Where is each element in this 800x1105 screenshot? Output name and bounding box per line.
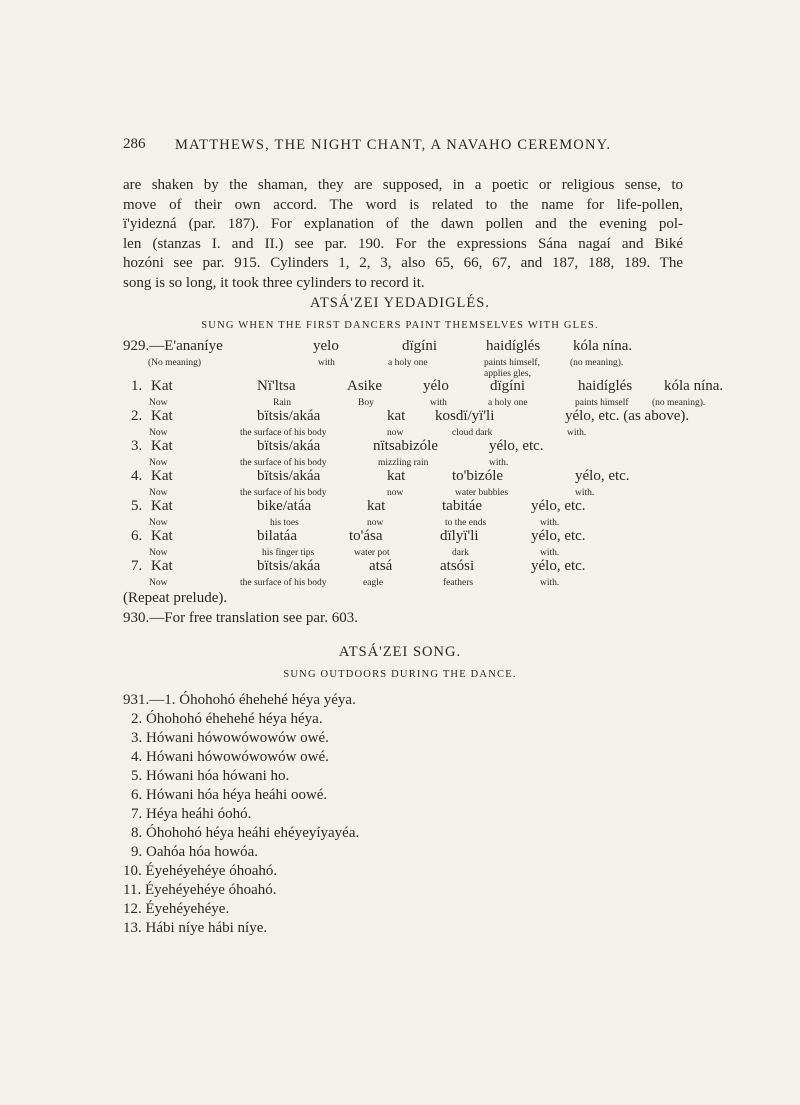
gloss: paints himself bbox=[575, 398, 629, 408]
song-line: 9. Oahóa hóa howóa. bbox=[131, 844, 259, 860]
gloss: a holy one bbox=[488, 398, 528, 408]
song-line: 3. Hówani hówowówowów owé. bbox=[131, 730, 329, 746]
song-word: to'ása bbox=[349, 528, 383, 544]
song-line: 6. Hówani hóa héya heáhi oowé. bbox=[131, 787, 328, 803]
song-line: 11. Éyehéyehéye óhoahó. bbox=[123, 882, 277, 898]
song-word: yélo bbox=[423, 378, 449, 394]
song-word: Kat bbox=[151, 498, 173, 514]
song-line: 13. Hábi níye hábi níye. bbox=[123, 920, 268, 936]
song-word: kat bbox=[367, 498, 386, 514]
intro-gloss: a holy one bbox=[388, 358, 428, 368]
translation-note: 930.—For free translation see par. 603. bbox=[123, 610, 358, 626]
song-word: Kat bbox=[151, 558, 173, 574]
gloss: water pot bbox=[354, 548, 390, 558]
song-line: 7. Héya heáhi óohó. bbox=[131, 806, 252, 822]
song-word: bïtsis/akáa bbox=[257, 438, 321, 454]
intro-gloss: (no meaning). bbox=[570, 358, 624, 368]
intro-gloss: with bbox=[318, 358, 335, 368]
gloss: Now bbox=[149, 518, 168, 528]
gloss: water bubbles bbox=[455, 488, 509, 498]
song-word: dïgíni bbox=[490, 378, 526, 394]
gloss: eagle bbox=[363, 578, 384, 588]
song-word: Kat bbox=[151, 528, 173, 544]
paragraph-line: ï'yidezná (par. 187). For explanation of the dawn pollen and the evening pol- bbox=[123, 216, 683, 232]
song-word: atsósi bbox=[440, 558, 475, 574]
page-number: 286 bbox=[123, 136, 146, 152]
repeat-prelude: (Repeat prelude). bbox=[123, 590, 228, 606]
gloss: with. bbox=[575, 488, 595, 498]
gloss: Rain bbox=[273, 398, 291, 408]
song-word: yélo, etc. bbox=[575, 468, 630, 484]
gloss: Now bbox=[149, 398, 168, 408]
running-head: MATTHEWS, THE NIGHT CHANT, A NAVAHO CEREMONY. bbox=[175, 137, 612, 153]
song-line: 931.—1. Óhohohó éhehehé héya yéya. bbox=[123, 692, 356, 708]
gloss: with. bbox=[540, 518, 560, 528]
gloss: with bbox=[430, 398, 447, 408]
intro-word: yelo bbox=[313, 338, 339, 354]
intro-word: dïgíni bbox=[402, 338, 438, 354]
line-number: 3. bbox=[131, 438, 143, 454]
line-number: 4. bbox=[131, 468, 143, 484]
song-word: Kat bbox=[151, 378, 173, 394]
gloss: to the ends bbox=[445, 518, 487, 528]
intro-gloss: (No meaning) bbox=[148, 358, 202, 368]
intro-gloss: applies gles, bbox=[484, 369, 531, 379]
song-word: Asike bbox=[347, 378, 382, 394]
song-word: tabitáe bbox=[442, 498, 482, 514]
gloss: now bbox=[367, 518, 384, 528]
gloss: Now bbox=[149, 488, 168, 498]
gloss: (no meaning). bbox=[652, 398, 706, 408]
intro-word: kóla nína. bbox=[573, 338, 633, 354]
gloss: feathers bbox=[443, 578, 474, 588]
gloss: now bbox=[387, 488, 404, 498]
song-word: bïtsis/akáa bbox=[257, 408, 321, 424]
song-word: Nï'ltsa bbox=[257, 378, 296, 394]
gloss: the surface of his body bbox=[240, 458, 327, 468]
intro-word: 929.—E'ananíye bbox=[123, 338, 223, 354]
song-word: yélo, etc. bbox=[531, 558, 586, 574]
intro-paragraph bbox=[123, 176, 683, 293]
paragraph-line: hozóni see par. 915. Cylinders 1, 2, 3, also 65, 66, 67, and 187, 188, 189. The bbox=[123, 255, 683, 271]
line-number: 1. bbox=[131, 378, 143, 394]
song-word: bilatáa bbox=[257, 528, 297, 544]
song-word: yélo, etc. bbox=[489, 438, 544, 454]
song-word: bike/atáa bbox=[257, 498, 312, 514]
song-word: yélo, etc. (as above). bbox=[565, 408, 690, 424]
song-word: Kat bbox=[151, 468, 173, 484]
song-word: dïlyï'li bbox=[440, 528, 479, 544]
song-line: 8. Óhohohó héya heáhi ehéyeyíyayéa. bbox=[131, 825, 360, 841]
gloss: with. bbox=[489, 458, 509, 468]
song1-title: ATSÁ'ZEI YEDADIGLÉS. bbox=[310, 295, 490, 311]
gloss: Now bbox=[149, 428, 168, 438]
song-word: yélo, etc. bbox=[531, 528, 586, 544]
line-number: 7. bbox=[131, 558, 143, 574]
song1-subtitle: SUNG WHEN THE FIRST DANCERS PAINT THEMSELVES WITH GLES. bbox=[201, 320, 599, 331]
gloss: Now bbox=[149, 548, 168, 558]
song-word: haidíglés bbox=[578, 378, 633, 394]
song2-title: ATSÁ'ZEI SONG. bbox=[338, 644, 462, 660]
song-word: nïtsabizóle bbox=[373, 438, 438, 454]
gloss: his toes bbox=[270, 518, 299, 528]
gloss: now bbox=[387, 428, 404, 438]
gloss: mizzling rain bbox=[378, 458, 429, 468]
paragraph-line: are shaken by the shaman, they are supposed, in a poetic or religious sense, to bbox=[123, 177, 683, 193]
paragraph-line: song is so long, it took three cylinders to record it. bbox=[123, 274, 425, 291]
song-line: 5. Hówani hóa hówani ho. bbox=[131, 768, 290, 784]
song2-subtitle: SUNG OUTDOORS DURING THE DANCE. bbox=[283, 669, 517, 680]
song-word: Kat bbox=[151, 438, 173, 454]
gloss: Now bbox=[149, 458, 168, 468]
song-word: kat bbox=[387, 468, 406, 484]
gloss: Now bbox=[149, 578, 168, 588]
gloss: the surface of his body bbox=[240, 578, 327, 588]
gloss: dark bbox=[452, 548, 469, 558]
song-word: kat bbox=[387, 408, 406, 424]
line-number: 2. bbox=[131, 408, 143, 424]
gloss: Boy bbox=[358, 398, 374, 408]
song-word: bïtsis/akáa bbox=[257, 558, 321, 574]
song-word: to'bizóle bbox=[452, 468, 504, 484]
gloss: the surface of his body bbox=[240, 428, 327, 438]
paragraph-line: len (stanzas I. and II.) see par. 190. For the expressions Sána nagaí and Biké bbox=[123, 235, 683, 252]
song-word: Kat bbox=[151, 408, 173, 424]
song-word: bïtsis/akáa bbox=[257, 468, 321, 484]
gloss: with. bbox=[540, 548, 560, 558]
paragraph-line: move of their own accord. The word is related to the name for life-pollen, bbox=[123, 196, 683, 213]
gloss: cloud dark bbox=[452, 428, 493, 438]
gloss: his finger tips bbox=[262, 548, 315, 558]
song-line: 4. Hówani hówowówowów owé. bbox=[131, 749, 329, 765]
song-line: 2. Óhohohó éhehehé héya héya. bbox=[131, 711, 323, 727]
song-word: yélo, etc. bbox=[531, 498, 586, 514]
gloss: with. bbox=[540, 578, 560, 588]
song-line: 10. Éyehéyehéye óhoahó. bbox=[123, 863, 278, 879]
gloss: with. bbox=[567, 428, 587, 438]
song-word: kosdï/yï'li bbox=[435, 408, 495, 424]
song-word: kóla nína. bbox=[664, 378, 724, 394]
line-number: 5. bbox=[131, 498, 143, 514]
song-line: 12. Éyehéyehéye. bbox=[123, 901, 230, 917]
song-word: atsá bbox=[369, 558, 393, 574]
line-number: 6. bbox=[131, 528, 143, 544]
intro-gloss: paints himself, bbox=[484, 358, 540, 368]
intro-word: haidíglés bbox=[486, 338, 541, 354]
gloss: the surface of his body bbox=[240, 488, 327, 498]
